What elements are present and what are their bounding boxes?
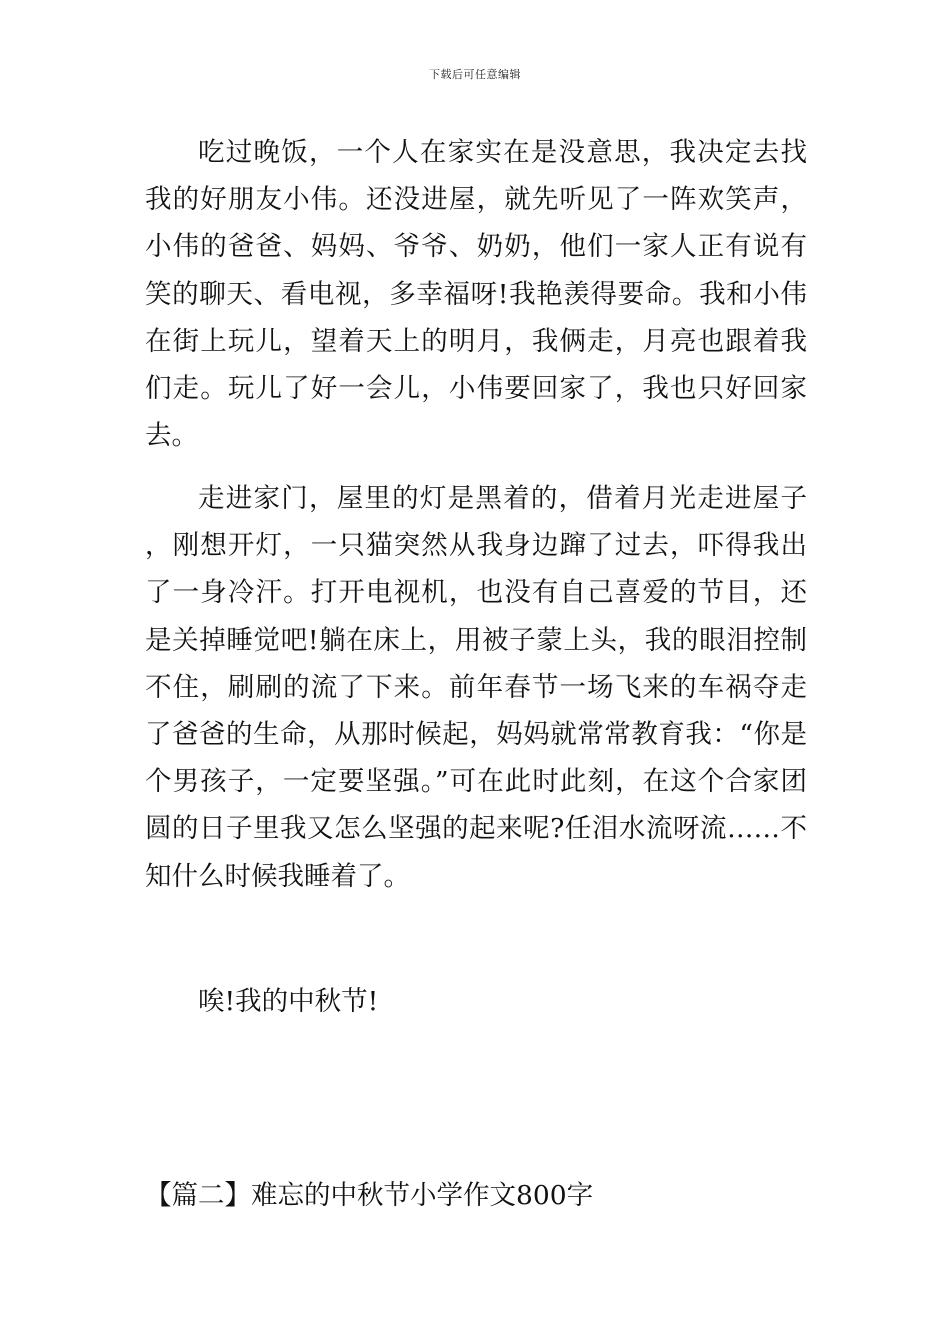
paragraph-sigh: 唉!我的中秋节!	[198, 986, 379, 1017]
paragraph-coming-home: 走进家门，屋里的灯是黑着的，借着月光走进屋子，刚想开灯，一只猫突然从我身边蹿了过去，吓得我出了一身冷汗。打开电视机，也没有自己喜爱的节目，还是关掉睡觉吧!躺在床上，用被子蒙上头，我的眼泪控制不住，刷刷的流了下来。前年春节一场飞来的车祸夺走了爸爸的生命，从那时候起，妈妈就常常教育我：“你是个男孩子，一定要坚强。”可在此时此刻，在这个合家团圆的日子里我又怎么坚强的起来呢?任泪水流呀流……不知什么时候我睡着了。	[145, 483, 807, 892]
section-heading: 【篇二】难忘的中秋节小学作文800字	[145, 1180, 594, 1211]
paragraph-dinner-visit: 吃过晚饭，一个人在家实在是没意思，我决定去找我的好朋友小伟。还没进屋，就先听见了一阵欢笑声，小伟的爸爸、妈妈、爷爷、奶奶，他们一家人正有说有笑的聊天、看电视，多幸福呀!我艳羡得要命。我和小伟在街上玩儿，望着天上的明月，我俩走，月亮也跟着我们走。玩儿了好一会儿，小伟要回家了，我也只好回家去。	[145, 137, 807, 452]
page-header-note: 下载后可任意编辑	[429, 68, 521, 81]
